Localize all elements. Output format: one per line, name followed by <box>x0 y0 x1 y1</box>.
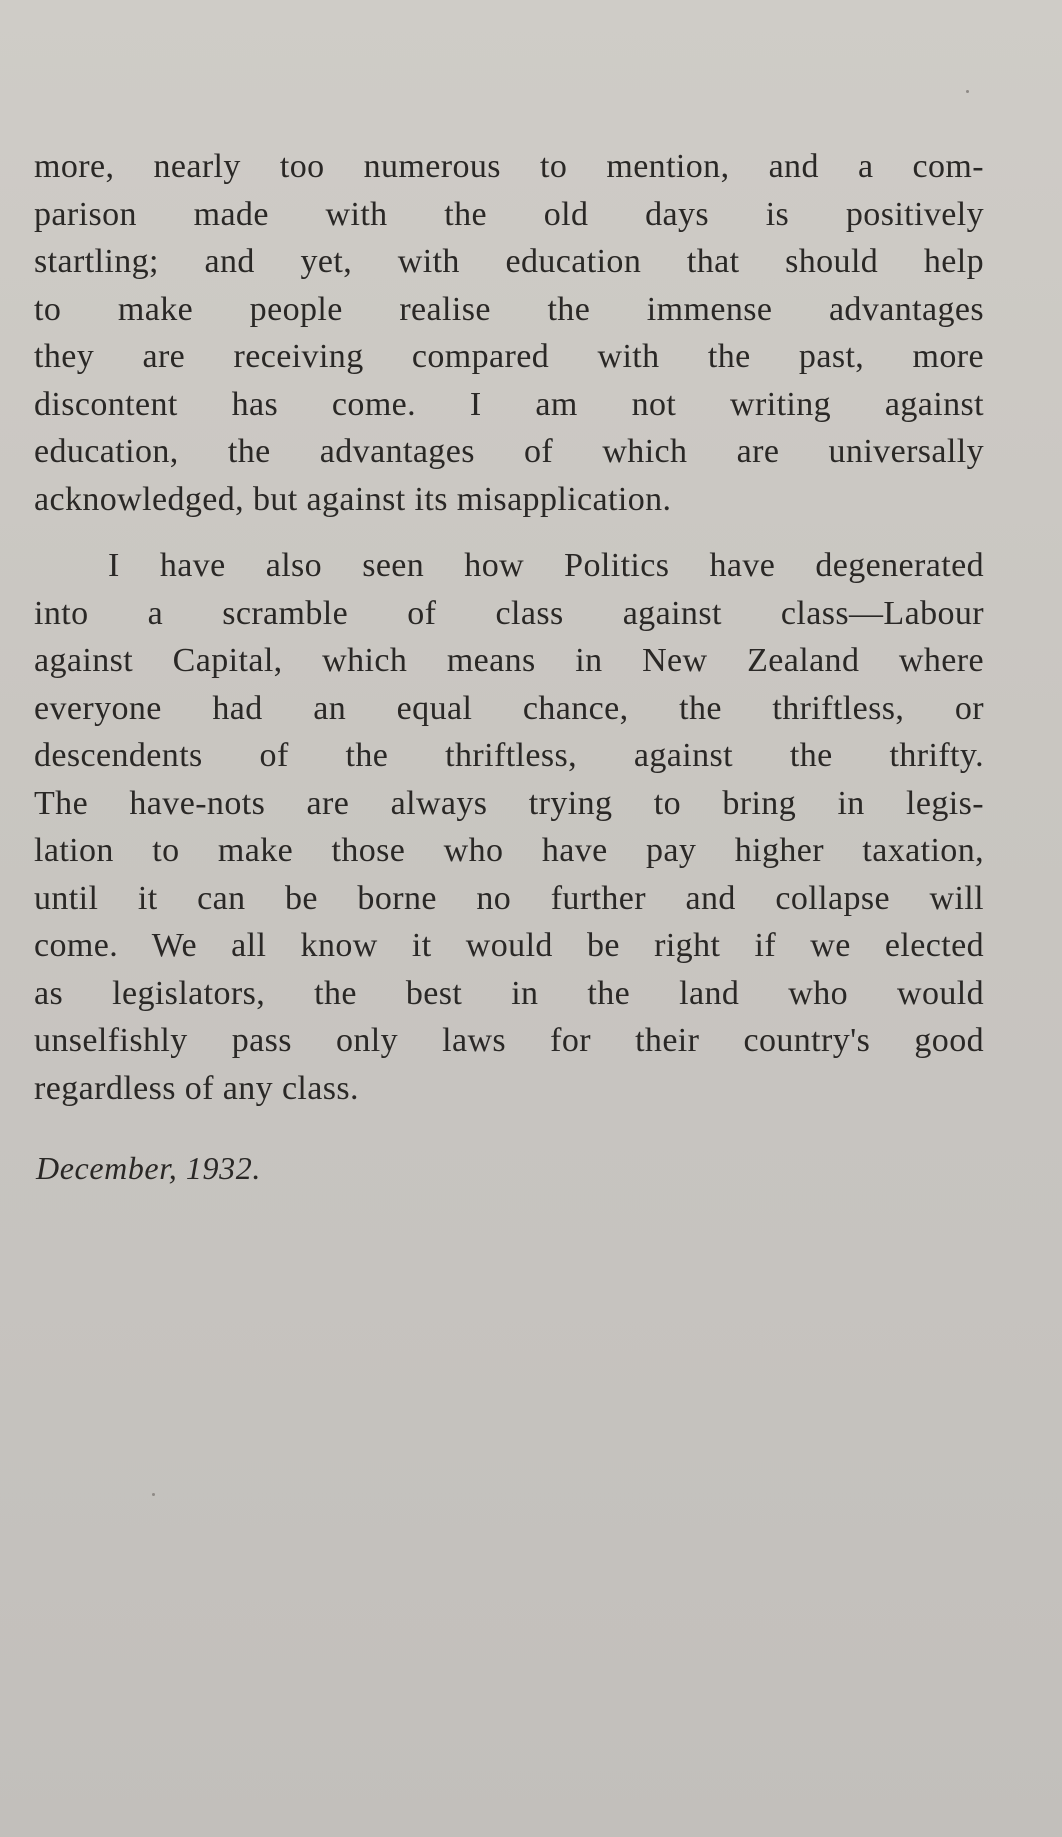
paragraph-2 <box>34 542 984 1112</box>
paragraph-line: against Capital, which means in New Zealand where <box>34 642 984 679</box>
paragraph-line: lation to make those who have pay higher taxation, <box>34 832 984 869</box>
paragraph-1 <box>34 143 984 523</box>
paragraph-line: I have also seen how Politics have degenerated <box>108 547 984 584</box>
paragraph-line: they are receiving compared with the past, more <box>34 338 984 375</box>
paragraph-line: as legislators, the best in the land who would <box>34 974 984 1012</box>
paper-speck <box>152 1493 155 1496</box>
paragraph-line: education, the advantages of which are universally <box>34 433 984 470</box>
paragraph-line: unselfishly pass only laws for their country's good <box>34 1022 984 1059</box>
paragraph-line: into a scramble of class against class—Labour <box>34 594 984 632</box>
paragraph-line: descendents of the thriftless, against the thrifty. <box>34 737 984 774</box>
paragraph-line: regardless of any class. <box>34 1069 359 1107</box>
paragraph-line: everyone had an equal chance, the thriftless, or <box>34 689 984 727</box>
paragraph-line: until it can be borne no further and collapse will <box>34 879 984 917</box>
paragraph-line: discontent has come. I am not writing against <box>34 385 984 423</box>
paragraph-line: startling; and yet, with education that should help <box>34 243 984 280</box>
paper-speck <box>966 90 969 93</box>
paragraph-line: parison made with the old days is positively <box>34 195 984 233</box>
paragraph-line: acknowledged, but against its misapplication. <box>34 480 672 518</box>
paragraph-line: come. We all know it would be right if we elected <box>34 927 984 964</box>
paragraph-line: to make people realise the immense advantages <box>34 290 984 328</box>
date-line: December, 1932. <box>36 1150 261 1186</box>
paragraph-line: The have-nots are always trying to bring in legis- <box>34 784 984 822</box>
paragraph-line: more, nearly too numerous to mention, and a com- <box>34 148 984 185</box>
